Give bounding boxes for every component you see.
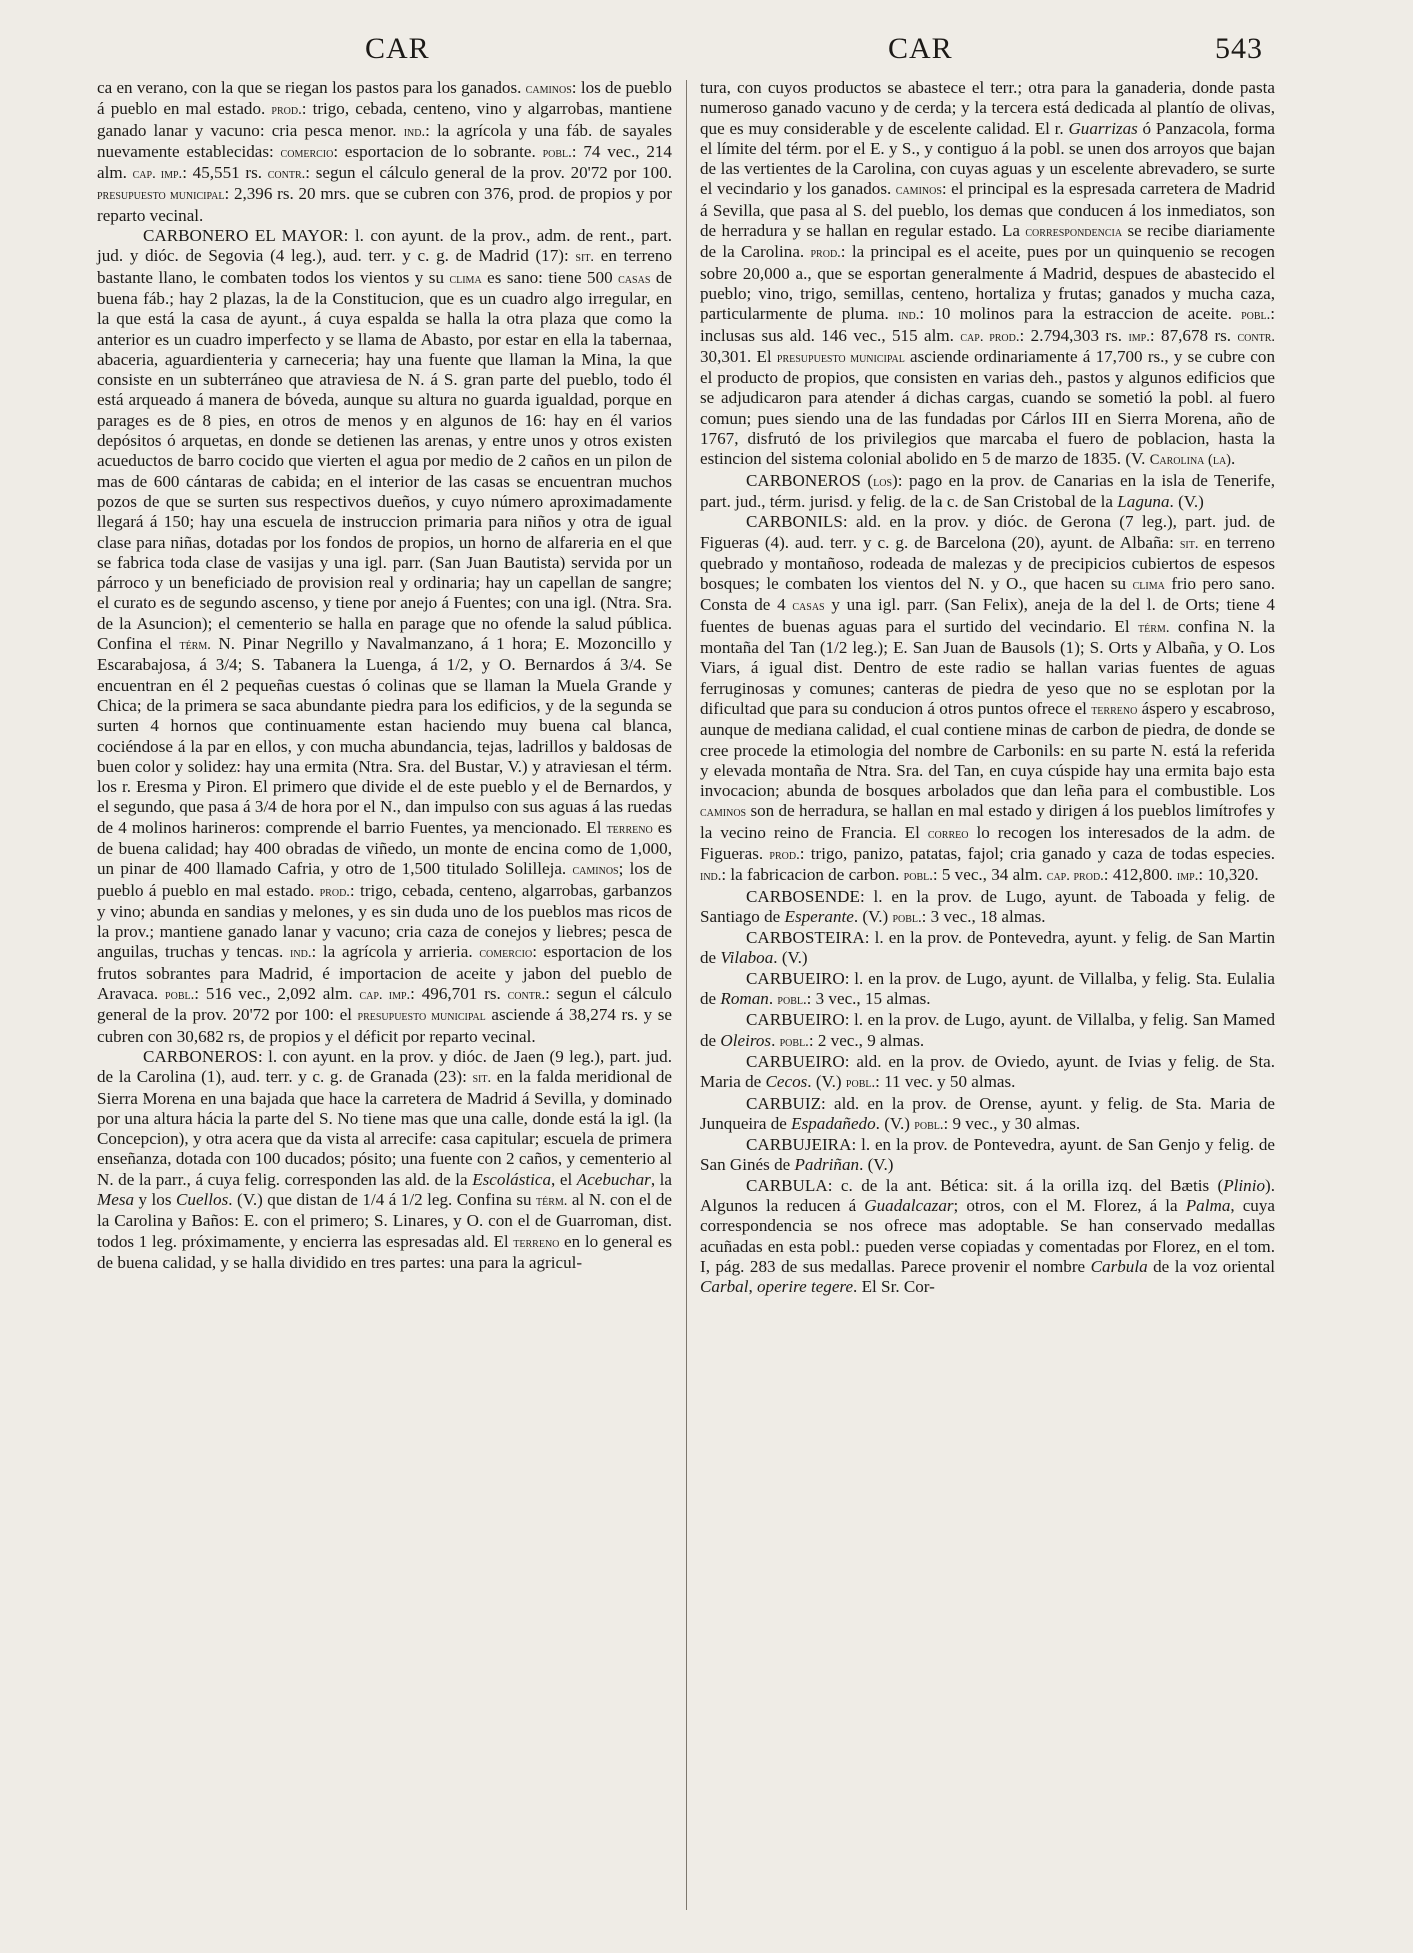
section-label: pobl. (777, 992, 807, 1009)
right-column (700, 78, 1275, 1298)
entry-text: en terreno quebrado y montañoso, rodeada de malezas y de precipicios cubiertos de espesos bosques; le combaten los vientos del N. y O., que hacen su (700, 532, 1275, 594)
section-label: sit. (575, 249, 595, 266)
entry-text: . (V.) que distan de 1/4 á 1/2 leg. Confina su (228, 1190, 537, 1210)
entry-text: en terreno bastante llano, le combaten todos los vientos y su (97, 246, 672, 287)
dictionary-entry (700, 1135, 1275, 1176)
header-left-guideword: CAR (365, 32, 430, 65)
entry-text: : ald. en la prov. y dióc. de Gerona (7 leg.), part. jud. de Figueras (4). aud. terr. y c. g. de Barcelona (20), ayunt. de Albaña: (700, 512, 1275, 552)
entry-text: ). Algunos la reducen á (700, 1175, 1275, 1216)
entry-text: : segun el cálculo general de la prov. 20'72 por 100. (305, 163, 672, 183)
dictionary-entry (700, 969, 1275, 1011)
section-label: prod. (769, 846, 800, 863)
section-label: pobl. (892, 909, 922, 926)
italic-place-name: Palma (1185, 1196, 1231, 1216)
entry-text: : ald. en la prov. de Orense, ayunt. y felig. de Sta. Maria de Junqueira de (700, 1093, 1275, 1133)
dictionary-entry (97, 226, 672, 1047)
running-header (0, 32, 1413, 72)
entry-text: : segun el cálculo general de la prov. 20'72 por 100: el (97, 984, 672, 1025)
entry-text: en la falda meridional de Sierra Morena en una bajada que hace la carretera de Madrid á Sevilla, y dominado por una altura hácia la parte del S. No tiene mas que una calle, donde está la igl. (la Concepcion), y otra acera que da vista al arrecife: casa capitular; escuela de primera enseñanza, dotada con 100 ducados; pósito; una fuente con 2 caños, y cementerio al N. de la parr., á cuya felig. corresponden las ald. de la (97, 1067, 672, 1189)
entry-text: : l. en la prov. de Pontevedra, ayunt. y felig. de San Martin de (700, 928, 1275, 968)
dictionary-entry (700, 471, 1275, 513)
entry-text: en lo general es de buena calidad, y se halla dividido en tres partes: una para la agricul- (97, 1231, 672, 1272)
italic-place-name: Carbal (700, 1277, 749, 1297)
italic-place-name: Vilaboa (720, 948, 774, 968)
section-label: imp. (1128, 328, 1150, 345)
section-label: pobl. (903, 868, 933, 885)
entry-text: : 516 vec., 2,092 alm. (194, 984, 360, 1004)
italic-place-name: Roman (720, 989, 769, 1009)
entry-text: , el (551, 1169, 577, 1189)
entry-text: asciende ordinariamente á 17,700 rs., y se cubre con el producto de propios, que consisten en varias deh., pastos y algunos edificios que se adjudicaron para atender á dichas cargas, cuando se sometió la pobl. al fuero comun; pues siendo una de las fundadas por Cárlos III en Sierra Morena, año de 1767, disfrutó de los privilegios que marcaba el fuero de poblacion, hasta la estincion del sistema colonial abolido en 5 de marzo de 1835. (V. (700, 346, 1275, 469)
section-label: prod. (810, 245, 841, 262)
section-label: clima (449, 270, 482, 287)
entry-headword: CARBUEIRO (746, 1010, 845, 1030)
section-label: térm. (536, 1193, 568, 1210)
entry-text: : esportacion de los frutos sobrantes para Madrid, é importacion de aceite y jabon del pueblo de Aravaca. (97, 942, 672, 1004)
entry-headword: CARBONERO EL MAYOR (143, 226, 344, 246)
section-label: comercio (280, 144, 334, 161)
entry-text: , la (650, 1169, 672, 1189)
entry-text: : la fabricacion de carbon. (721, 865, 904, 885)
entry-headword: CARBUJEIRA (746, 1135, 852, 1155)
entry-text: : la principal es el aceite, pues por un quinquenio se recogen sobre 20,000 a., que se esportan generalmente á Madrid, despues de abastecido el pueblo; vino, trigo, semillas, centeno, hortaliza y frutas; ganados y mucha caza, particularmente de pluma. (700, 242, 1275, 324)
section-label: Carolina (la) (1149, 452, 1231, 469)
entry-text: de la voz oriental (1147, 1256, 1275, 1276)
entry-text: y los (134, 1190, 176, 1210)
section-label: casas (792, 598, 825, 615)
entry-text: : 74 vec., 214 alm. (97, 141, 672, 183)
entry-text: . (1231, 449, 1236, 469)
entry-headword: CARBOSENDE (746, 886, 860, 906)
entry-text: : inclusas sus ald. 146 vec., 515 alm. (700, 304, 1275, 345)
section-label: clima (1132, 577, 1165, 594)
italic-place-name: Espadañedo (791, 1113, 876, 1133)
entry-text: : los de pueblo á pueblo en mal estado. (97, 78, 672, 119)
section-label: térm. (179, 637, 211, 654)
section-label: comercio (479, 945, 533, 962)
entry-text: , (748, 1277, 757, 1297)
entry-text: : l. en la prov. de Lugo, ayunt. de Taboada y felig. de Santiago de (700, 886, 1275, 926)
entry-text: : trigo, cebada, centeno, algarrobas, garbanzos y vino; abunda en sandias y melones, y es sin duda uno de los pueblos mas ricos de la prov.; mantiene ganado lanar y vacuno; cria caza de conejos y liebres; pesca de anguilas, truchas y tencas. (97, 880, 673, 962)
section-label: cap. prod. (960, 328, 1020, 345)
entry-text: ; otros, con el M. Florez, á la (953, 1196, 1186, 1216)
section-label: prod. (319, 883, 350, 900)
entry-headword: CARBONEROS (746, 470, 861, 490)
italic-place-name: Laguna (1117, 491, 1170, 511)
entry-text: : 5 vec., 34 alm. (932, 865, 1047, 885)
section-label: contr. (267, 166, 306, 183)
entry-text: áspero y escabroso, aunque de mediana calidad, el cual contiene minas de carbon de piedra, de donde se cree procede la etimologia del nombre de Carbonils: en su parte N. está la referida y elevada montaña de Ntra. Sra. del Tan, en cuya cúspide hay una ermita bajo esta invocacion; abunda de bosques arbolados que dan leña para el combustible. Los (700, 698, 1275, 801)
entry-text: ): pago en la prov. de Canarias en la isla de Tenerife, part. jud., térm. jurisd. y felig. de la c. de San Cristobal de la (700, 470, 1275, 511)
entry-text: asciende á 38,274 rs. y se cubren con 30,682 rs, de propios y el déficit por reparto vecinal. (97, 1005, 672, 1046)
entry-text: es de buena calidad; hay 400 obradas de viñedo, un monte de encina como de 1,000, un pinar de 400 llamado Cafria, y otro de 1,500 titulado Solilleja. (97, 817, 672, 879)
section-label: caminos (572, 862, 619, 879)
dictionary-entry (700, 512, 1275, 886)
entry-text: : 11 vec. y 50 almas. (875, 1072, 1016, 1092)
entry-text: ( (860, 470, 874, 490)
section-label: ind. (403, 123, 426, 140)
section-label: pobl. (542, 144, 572, 161)
entry-text: : el principal es la espresada carretera de Madrid á Sevilla, que pasa al S. del pueblo, los demas que conducen á los inmediatos, son de herradura y se hallan en regular estado. La (700, 179, 1275, 241)
section-label: presupuesto municipal (776, 349, 905, 366)
italic-place-name: Esperante (784, 906, 854, 926)
section-label: ind. (700, 868, 722, 885)
page-number: 543 (1215, 32, 1263, 65)
dictionary-entry (700, 1052, 1275, 1094)
section-label: caminos (700, 804, 747, 821)
entry-text: : 2.794,303 rs. (1019, 325, 1129, 345)
section-label: presupuesto municipal (97, 187, 225, 204)
entry-text: : 496,701 rs. (410, 984, 508, 1004)
italic-place-name: Cuellos (176, 1190, 229, 1210)
entry-text: 30,301. El (700, 346, 777, 366)
entry-text: : l. con ayunt. en la prov. y dióc. de Jaen (9 leg.), part. jud. de la Carolina (1), aud. terr. y c. g. de Granada (23): (97, 1046, 672, 1087)
italic-place-name: operire tegere (757, 1277, 854, 1297)
entry-headword: CARBONEROS (143, 1046, 258, 1066)
section-label: caminos (895, 182, 942, 199)
italic-place-name: Acebuchar (576, 1169, 651, 1189)
entry-text: es sano: tiene 500 (481, 267, 619, 287)
entry-text: se recibe diariamente de la Carolina. (700, 221, 1275, 262)
italic-place-name: Plinio (1223, 1175, 1266, 1195)
entry-text: . (771, 1030, 780, 1050)
entry-headword: CARBUEIRO (746, 1051, 845, 1071)
entry-text: . (V.) (875, 1113, 915, 1133)
dictionary-entry (97, 1047, 672, 1273)
section-label: ind. (290, 945, 312, 962)
entry-text: . (768, 989, 778, 1009)
section-label: casas (618, 270, 651, 287)
section-label: pobl. (845, 1075, 876, 1092)
section-label: pobl. (914, 1116, 944, 1133)
entry-text: : l. en la prov. de Lugo, ayunt. de Villalba, y felig. San Mamed de (700, 1010, 1275, 1050)
entry-text: : 9 vec., y 30 almas. (943, 1113, 1081, 1133)
section-label: cap. prod. (1046, 868, 1104, 885)
entry-text: ca en verano, con la que se riegan los pastos para los ganados. (97, 78, 526, 97)
section-label: correo (927, 825, 969, 842)
entry-text: : c. de la ant. Bética: sit. á la orilla izq. del Bætis ( (827, 1175, 1224, 1195)
section-label: los (873, 473, 893, 490)
entry-text: , cuya correspondencia se nos ofrece mas adoptable. Se han conservado medallas acuñadas en esta pobl.: pueden verse copiadas y comentadas por Florez, en el tom. I, pág. 283 de sus medallas. Parece provenir el nombre (700, 1196, 1275, 1276)
section-label: correspondencia (1025, 224, 1123, 241)
section-label: sit. (1179, 535, 1199, 552)
entry-headword: CARBULA (746, 1175, 828, 1195)
section-label: caminos (525, 81, 572, 97)
italic-place-name: Padriñan (794, 1155, 860, 1175)
dictionary-entry (700, 1094, 1275, 1136)
section-label: pobl. (1241, 307, 1271, 324)
entry-text: al N. con el de la Carolina y Baños: E. con el primero; S. Linares, y O. con el de Guarroman, dist. todos 1 leg. próximamente, y encierra las espresadas ald. El (97, 1190, 672, 1251)
entry-text: ; los de pueblo á pueblo en mal estado. (97, 859, 672, 900)
left-column (97, 78, 672, 1273)
section-label: imp. (1176, 868, 1199, 885)
section-label: cap. imp. (359, 987, 411, 1004)
entry-text: : 3 vec., 15 almas. (806, 989, 931, 1009)
section-label: contr. (1237, 328, 1275, 345)
section-label: cap. imp. (132, 166, 183, 183)
section-label: ind. (897, 307, 920, 324)
entry-text: lo recogen los interesados de la adm. de Figueras. (700, 822, 1275, 863)
entry-text: : esportacion de lo sobrante. (333, 141, 543, 161)
entry-text: : trigo, panizo, patatas, fajol; cria ganado y caza de todas especies. (799, 843, 1275, 863)
section-label: prod. (271, 102, 302, 119)
entry-text: . (V.) (859, 1155, 894, 1175)
entry-text: . (V.) (807, 1072, 846, 1092)
entry-text: : la agrícola y una fáb. de sayales nuevamente establecidas: (97, 120, 673, 161)
entry-text: . (V.) (773, 948, 808, 968)
section-label: terreno (1091, 701, 1138, 718)
italic-place-name: Guadalcazar (864, 1196, 954, 1216)
column-divider (686, 80, 687, 1910)
section-label: contr. (507, 987, 546, 1004)
entry-headword: CARBUIZ (746, 1093, 822, 1113)
entry-text: : 412,800. (1103, 865, 1177, 885)
section-label: térm. (1138, 619, 1170, 636)
dictionary-entry (700, 928, 1275, 969)
entry-text: . El Sr. Cor- (853, 1277, 935, 1297)
section-label: sit. (472, 1070, 492, 1087)
italic-place-name: Escolástica (472, 1169, 552, 1189)
entry-text: : trigo, cebada, centeno, vino y algarrobas, mantiene ganado lanar y vacuno: cria pesca menor. (97, 99, 672, 140)
entry-text: confina N. la montaña del Tan (1/2 leg.); E. San Juan de Bausols (1); S. Orts y Albaña, y O. Los Viars, á igual dist. Dentro de este radio se hallan varias fuentes de aguas ferruginosas y comunes; canteras de piedra de yeso que no se esplotan por la dificultad que para su conducion á otros puntos ofrece el (700, 616, 1275, 718)
entry-headword: CARBUEIRO (746, 968, 845, 988)
section-label: terreno (513, 1234, 560, 1251)
entry-text: de buena fáb.; hay 2 plazas, la de la Constitucion, que es un cuadro algo irregular, en la que está la casa de ayunt., á cuya espalda se halla la otra plaza que como la anterior es un cuadro imperfecto y se llama de Abasto, por estar en ella la tabernaa, abaceria, aguardienteria y carneceria; hay una fuente que llaman la Mina, la que consiste en un subterráneo que atraviesa de N. á S. gran parte del pueblo, todo él está arqueado á manera de bóveda, aunque su altura no guarda igualdad, porque en parages es de 8 pies, en otros de menos y en algunos de 16: hay en él varios depósitos ó arquetas, en donde se detienen las arenas, y entre unos y otros existen acueductos de barro cocido que vierten el agua por medio de 2 caños en un pilon de mas de 600 cántaras de cabida; en el interior de las casas se encuentran muchos pozos de que se surten sus respectivos dueños, y cuyo número aproximadamente llegará á 150; hay una escuela de instruccion primaria para niños y otra de igual clase para niñas, dotadas por los fondos de propios, un horno de alfareria en el que se fabrica toda clase de vasijas y una igl. parr. (San Juan Bautista) servida por un párroco y un beneficiado de provision real y ordinaria; hay un capellan de sangre; el curato es de segundo ascenso, y tiene por anejo á Fuentes; con una igl. (Ntra. Sra. de la Asuncion); el cementerio se halla en parage que no ofende la salud pública. Confina el (97, 267, 672, 654)
section-label: pobl. (779, 1033, 809, 1050)
italic-place-name: Mesa (97, 1190, 135, 1210)
entry-text: : l. en la prov. de Lugo, ayunt. de Villalba, y felig. Sta. Eulalia de (700, 968, 1275, 1009)
entry-text: : 2 vec., 9 almas. (808, 1030, 925, 1050)
entry-headword: CARBOSTEIRA (746, 928, 865, 948)
italic-place-name: Cecos (765, 1072, 808, 1092)
entry-text: : 2,396 rs. 20 mrs. que se cubren con 376, prod. de propios y por reparto vecinal. (97, 184, 672, 225)
section-label: terreno (606, 820, 653, 837)
entry-text: : 87,678 rs. (1149, 325, 1238, 345)
entry-text: tura, con cuyos productos se abastece el terr.; otra para la ganaderia, donde pasta numeroso ganado vacuno y de cerda; y la tercera está dedicada al plantío de olivas, que es muy considerable y de escelente calidad. El r. (700, 78, 1275, 138)
italic-place-name: Oleiros (720, 1030, 772, 1050)
dictionary-entry (700, 887, 1275, 929)
continued-paragraph (97, 78, 672, 226)
entry-text: . (V.) (853, 906, 893, 926)
entry-text: : l. en la prov. de Pontevedra, ayunt. de San Genjo y felig. de San Ginés de (700, 1135, 1275, 1175)
entry-text: : 10,320. (1198, 865, 1259, 885)
entry-text: : 3 vec., 18 almas. (921, 906, 1046, 926)
entry-headword: CARBONILS (746, 512, 843, 532)
entry-text: : la agrícola y arrieria. (311, 942, 480, 962)
italic-place-name: Carbula (1090, 1256, 1148, 1276)
continued-paragraph (700, 78, 1275, 471)
entry-text: : 10 molinos para la estraccion de aceite. (919, 304, 1242, 324)
entry-text: N. Pinar Negrillo y Navalmanzano, á 1 hora; E. Mozoncillo y Escarabajosa, á 3/4; S. Tabanera la Luenga, á 1/2, y O. Bernardos á 3/4. Se encuentran en él 2 pequeñas cuestas ó colinas que se llaman la Muela Grande y Chica; de la primera se saca abundante piedra para los edificios, y de la segunda se surten 4 hornos que continuamente estan haciendo muy buena cal blanca, cociéndose á la par en ellos, y con mucha abundancia, tejas, ladrillos y baldosas de buen color y solidez: hay una ermita (Ntra. Sra. del Bustar, V.) y atraviesan el térm. los r. Eresma y Piron. El primero que divide el de este pueblo y el de Bernardos, y el segundo, que pasa á 3/4 de hora por el N., dan impulso con sus aguas á las ruedas de 4 molinos harineros: comprende el barrio Fuentes, ya mencionado. El (97, 634, 672, 837)
entry-text: ó Panzacola, forma el límite del térm. por el E. y S., y contiguo á la pobl. se unen dos arroyos que bajan de las vertientes de la Carolina, con cuyas aguas y un escelente abrevadero, se surte el vecindario y los ganados. (700, 118, 1275, 199)
entry-text: : 45,551 rs. (182, 163, 268, 183)
italic-place-name: Guarrizas (1068, 118, 1138, 138)
entry-text: . (V.) (1169, 491, 1204, 511)
entry-text: y una igl. parr. (San Felix), aneja de la del l. de Orts; tiene 4 fuentes de buenas aguas para el surtido del vecindario. El (700, 595, 1275, 636)
entry-text: : l. con ayunt. de la prov., adm. de rent., part. jud. y dióc. de Segovia (4 leg.), aud. terr. y c. g. de Madrid (17): (97, 226, 672, 266)
header-right-guideword: CAR (888, 32, 953, 65)
section-label: pobl. (165, 987, 195, 1004)
section-label: presupuesto municipal (357, 1008, 486, 1025)
dictionary-entry (700, 1010, 1275, 1052)
entry-text: frio pero sano. Consta de 4 (700, 574, 1275, 615)
dictionary-entry (700, 1176, 1275, 1298)
entry-text: : ald. en la prov. de Oviedo, ayunt. de Ivias y felig. de Sta. Maria de (700, 1051, 1275, 1092)
entry-text: son de herradura, se hallan en mal estado y dirigen á los pueblos limítrofes y la vecino reino de Francia. El (700, 801, 1275, 842)
